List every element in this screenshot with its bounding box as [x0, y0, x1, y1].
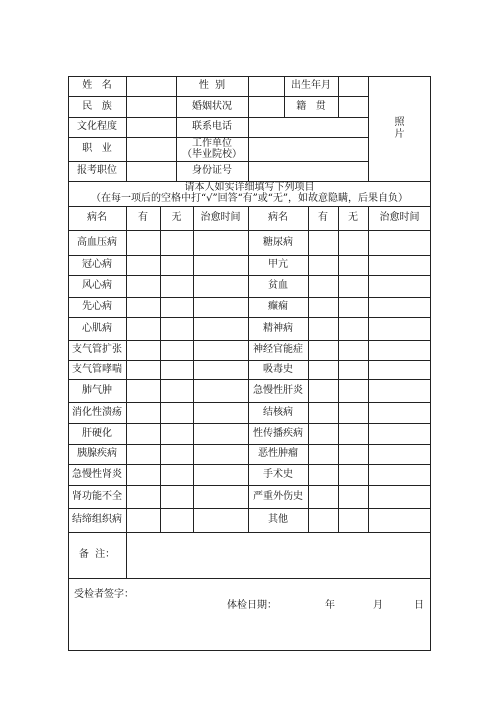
gender-value[interactable] [248, 76, 284, 96]
disease-name: 肾功能不全 [72, 490, 122, 502]
no-checkbox[interactable] [160, 464, 193, 485]
no-checkbox[interactable] [160, 423, 193, 444]
no-checkbox[interactable] [160, 360, 193, 379]
yes-checkbox[interactable] [126, 275, 160, 297]
cure-date-field[interactable] [368, 255, 431, 275]
phone-label: 联系电话 [192, 121, 232, 133]
disease-name: 结核病 [263, 406, 293, 418]
native-place-label: 籍 贯 [296, 100, 326, 112]
no-checkbox[interactable] [338, 379, 368, 402]
no-checkbox[interactable] [338, 275, 368, 297]
cure-date-field[interactable] [368, 379, 431, 402]
disease-name: 急慢性肝炎 [253, 384, 303, 396]
yes-checkbox[interactable] [126, 360, 160, 379]
yes-checkbox[interactable] [126, 485, 160, 508]
instruction-note: （在每一项后的空格中打“√”回答“有”或“无”，如故意隐瞒，后果自负） [90, 193, 409, 205]
disease-name: 高血压病 [77, 236, 117, 248]
cure-date-field[interactable] [193, 402, 248, 423]
disease-name: 支气管扩张 [72, 344, 122, 356]
no-checkbox[interactable] [338, 464, 368, 485]
no-checkbox[interactable] [338, 423, 368, 444]
birth-date-value[interactable] [338, 76, 368, 96]
exam-date-month: 月 [373, 600, 383, 612]
no-checkbox[interactable] [160, 340, 193, 360]
cure-date-field[interactable] [368, 402, 431, 423]
no-checkbox[interactable] [338, 317, 368, 340]
disease-name: 肝硬化 [82, 427, 112, 439]
disease-name: 吸毒史 [263, 363, 293, 375]
yes-checkbox[interactable] [126, 297, 160, 317]
cure-date-field[interactable] [368, 340, 431, 360]
cure-date-field[interactable] [368, 360, 431, 379]
yes-checkbox[interactable] [308, 360, 338, 379]
disease-name: 性传播疾病 [253, 427, 303, 439]
no-checkbox[interactable] [160, 402, 193, 423]
cure-date-field[interactable] [368, 464, 431, 485]
disease-name: 精神病 [263, 322, 293, 334]
instruction-title: 请本人如实详细填写下列项目 [184, 181, 315, 193]
yes-checkbox[interactable] [308, 508, 338, 532]
cure-date-field[interactable] [193, 508, 248, 532]
marital-status-label: 婚姻状况 [192, 100, 232, 112]
disease-name: 其他 [268, 514, 288, 526]
yes-checkbox[interactable] [308, 379, 338, 402]
cure-date-field[interactable] [368, 230, 431, 255]
yes-checkbox[interactable] [126, 464, 160, 485]
yes-checkbox[interactable] [308, 444, 338, 464]
no-checkbox[interactable] [338, 485, 368, 508]
col-disease-header: 病名 [87, 212, 107, 224]
ethnicity-value[interactable] [126, 96, 176, 117]
col-no-header: 无 [171, 212, 182, 224]
yes-checkbox[interactable] [308, 402, 338, 423]
yes-checkbox[interactable] [308, 317, 338, 340]
no-checkbox[interactable] [338, 297, 368, 317]
yes-checkbox[interactable] [308, 255, 338, 275]
cure-date-field[interactable] [368, 423, 431, 444]
signature-label: 受检者签字： [74, 589, 134, 601]
no-checkbox[interactable] [160, 508, 193, 532]
remarks-field[interactable] [126, 532, 431, 578]
yes-checkbox[interactable] [126, 379, 160, 402]
yes-checkbox[interactable] [126, 230, 160, 255]
remarks-label: 备 注： [78, 549, 116, 561]
education-label: 文化程度 [77, 121, 117, 133]
yes-checkbox[interactable] [308, 340, 338, 360]
cure-date-field[interactable] [368, 485, 431, 508]
cure-date-field[interactable] [193, 423, 248, 444]
education-value[interactable] [126, 117, 176, 137]
cure-date-field[interactable] [193, 255, 248, 275]
employer-label: 工作单位 （毕业院校） [182, 137, 242, 160]
exam-date-label: 体检日期： [227, 600, 277, 612]
col-disease-2-header: 病名 [268, 212, 288, 224]
yes-checkbox[interactable] [308, 464, 338, 485]
disease-name: 消化性溃疡 [72, 406, 122, 418]
col-cure-date-2-header: 治愈时间 [379, 212, 420, 224]
no-checkbox[interactable] [338, 444, 368, 464]
yes-checkbox[interactable] [308, 485, 338, 508]
disease-name: 风心病 [82, 280, 112, 292]
name-value[interactable] [126, 76, 176, 96]
yes-checkbox[interactable] [126, 340, 160, 360]
yes-checkbox[interactable] [126, 444, 160, 464]
cure-date-field[interactable] [193, 297, 248, 317]
no-checkbox[interactable] [160, 379, 193, 402]
id-number-label: 身份证号 [192, 165, 232, 177]
no-checkbox[interactable] [160, 275, 193, 297]
no-checkbox[interactable] [338, 508, 368, 532]
disease-name: 癫痫 [268, 301, 288, 313]
cure-date-field[interactable] [193, 275, 248, 297]
cure-date-field[interactable] [193, 340, 248, 360]
cure-date-field[interactable] [368, 444, 431, 464]
cure-date-field[interactable] [193, 379, 248, 402]
no-checkbox[interactable] [338, 360, 368, 379]
yes-checkbox[interactable] [308, 230, 338, 255]
disease-name: 手术史 [263, 468, 293, 480]
cure-date-field[interactable] [368, 508, 431, 532]
disease-name: 肺气肿 [82, 384, 112, 396]
yes-checkbox[interactable] [308, 423, 338, 444]
ethnicity-label: 民 族 [82, 100, 112, 112]
birth-date-label: 出生年月 [291, 80, 331, 92]
col-yes-header: 有 [138, 212, 148, 224]
cure-date-field[interactable] [193, 317, 248, 340]
disease-name: 糖尿病 [263, 236, 293, 248]
disease-name: 恶性肿瘤 [258, 448, 298, 460]
employer-value[interactable] [248, 137, 368, 161]
cure-date-field[interactable] [368, 317, 431, 340]
yes-checkbox[interactable] [126, 402, 160, 423]
yes-checkbox[interactable] [126, 508, 160, 532]
no-checkbox[interactable] [338, 230, 368, 255]
disease-name: 支气管哮喘 [72, 363, 122, 375]
cure-date-field[interactable] [368, 275, 431, 297]
disease-name: 严重外伤史 [253, 490, 303, 502]
col-yes-2-header: 有 [318, 212, 328, 224]
disease-name: 甲亢 [268, 259, 288, 271]
cure-date-field[interactable] [193, 444, 248, 464]
cure-date-field[interactable] [368, 297, 431, 317]
no-checkbox[interactable] [338, 402, 368, 423]
phone-value[interactable] [248, 117, 368, 137]
disease-name: 心肌病 [82, 322, 112, 334]
occupation-label: 职 业 [82, 143, 112, 155]
disease-name: 贫血 [268, 280, 288, 292]
position-value[interactable] [126, 161, 176, 181]
no-checkbox[interactable] [160, 255, 193, 275]
position-label: 报考职位 [77, 165, 117, 177]
cure-date-field[interactable] [193, 360, 248, 379]
disease-name: 结缔组织病 [72, 514, 122, 526]
name-label: 姓 名 [82, 80, 112, 92]
native-place-value[interactable] [338, 96, 368, 117]
no-checkbox[interactable] [338, 255, 368, 275]
no-checkbox[interactable] [338, 340, 368, 360]
marital-status-value[interactable] [248, 96, 284, 117]
photo-box[interactable]: 照 片 [394, 117, 405, 140]
disease-name: 冠心病 [82, 259, 112, 271]
exam-date-year: 年 [325, 600, 335, 612]
yes-checkbox[interactable] [308, 297, 338, 317]
id-number-value[interactable] [248, 161, 368, 181]
cure-date-field[interactable] [193, 485, 248, 508]
no-checkbox[interactable] [160, 317, 193, 340]
cure-date-field[interactable] [193, 464, 248, 485]
col-cure-date-header: 治愈时间 [200, 212, 241, 224]
disease-name: 神经官能症 [253, 344, 303, 356]
yes-checkbox[interactable] [126, 423, 160, 444]
no-checkbox[interactable] [160, 230, 193, 255]
exam-date-day: 日 [414, 600, 424, 612]
yes-checkbox[interactable] [126, 317, 160, 340]
gender-label: 性 别 [198, 80, 226, 92]
no-checkbox[interactable] [160, 485, 193, 508]
yes-checkbox[interactable] [126, 255, 160, 275]
no-checkbox[interactable] [160, 444, 193, 464]
cure-date-field[interactable] [193, 230, 248, 255]
disease-name: 胰腺疾病 [77, 448, 117, 460]
no-checkbox[interactable] [160, 297, 193, 317]
col-no-2-header: 无 [348, 212, 358, 224]
yes-checkbox[interactable] [308, 275, 338, 297]
disease-name: 先心病 [82, 301, 112, 313]
occupation-value[interactable] [126, 137, 176, 161]
disease-name: 急慢性肾炎 [72, 468, 122, 480]
